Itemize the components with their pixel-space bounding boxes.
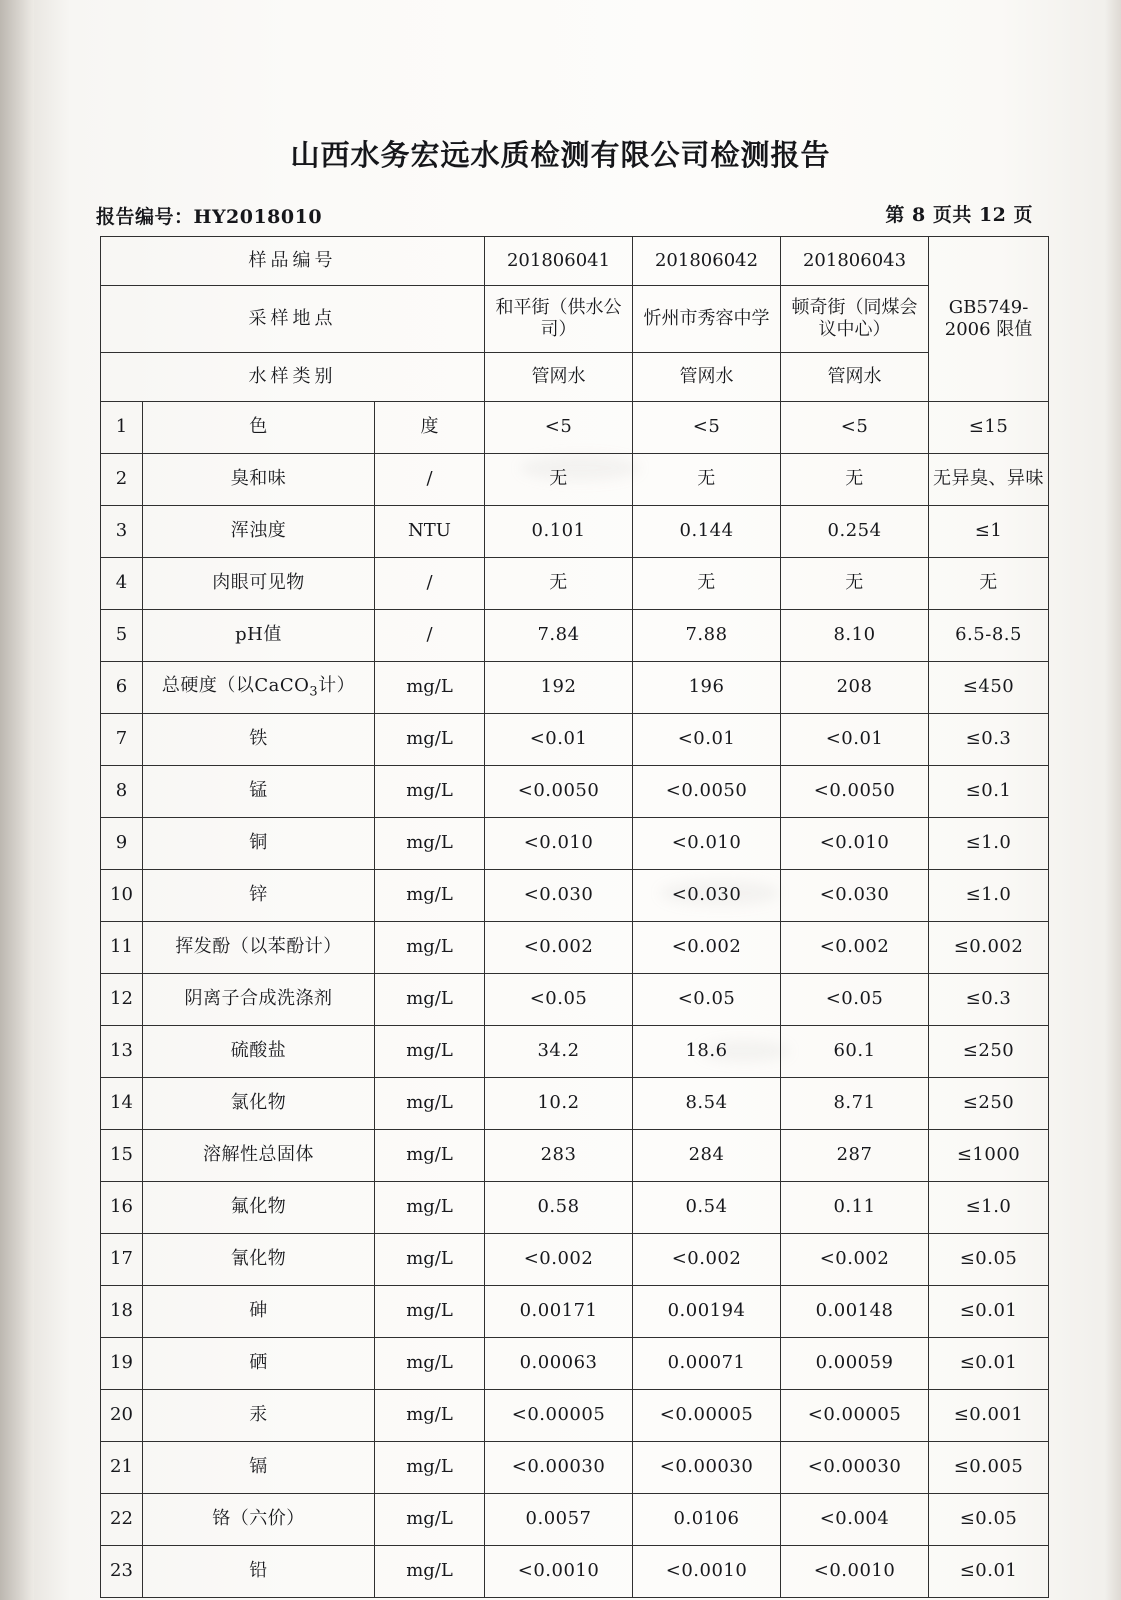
row-unit: mg/L xyxy=(375,1286,485,1338)
table-row xyxy=(101,1338,1049,1390)
row-index: 2 xyxy=(101,454,143,506)
row-unit: mg/L xyxy=(375,1494,485,1546)
water-type-1: 管网水 xyxy=(485,353,633,402)
water-quality-table xyxy=(100,236,1049,1598)
row-standard-limit: ≤250 xyxy=(929,1078,1049,1130)
header-label-sampling-location: 采样地点 xyxy=(101,286,485,353)
row-unit: mg/L xyxy=(375,870,485,922)
header-row-water-type xyxy=(101,353,1049,402)
row-value-sample-2: 0.54 xyxy=(633,1182,781,1234)
header-row-sample-number xyxy=(101,237,1049,286)
row-index: 20 xyxy=(101,1390,143,1442)
row-value-sample-2: 0.00194 xyxy=(633,1286,781,1338)
row-value-sample-1: 10.2 xyxy=(485,1078,633,1130)
table-row xyxy=(101,402,1049,454)
row-index: 1 xyxy=(101,402,143,454)
table-row xyxy=(101,714,1049,766)
table-row xyxy=(101,766,1049,818)
row-value-sample-1: 0.58 xyxy=(485,1182,633,1234)
row-value-sample-2: 0.00071 xyxy=(633,1338,781,1390)
row-value-sample-3: <0.0010 xyxy=(781,1546,929,1598)
table-row xyxy=(101,922,1049,974)
row-value-sample-3: <0.004 xyxy=(781,1494,929,1546)
row-index: 4 xyxy=(101,558,143,610)
row-item-name: 铜 xyxy=(143,818,375,870)
table-row xyxy=(101,974,1049,1026)
row-value-sample-2: <0.00005 xyxy=(633,1390,781,1442)
row-item-name: 臭和味 xyxy=(143,454,375,506)
row-index: 11 xyxy=(101,922,143,974)
row-standard-limit: ≤0.002 xyxy=(929,922,1049,974)
row-value-sample-2: 无 xyxy=(633,454,781,506)
row-value-sample-1: <0.00030 xyxy=(485,1442,633,1494)
row-value-sample-1: <0.002 xyxy=(485,1234,633,1286)
row-unit: mg/L xyxy=(375,922,485,974)
row-standard-limit: 无 xyxy=(929,558,1049,610)
row-value-sample-1: 无 xyxy=(485,454,633,506)
row-standard-limit: ≤1.0 xyxy=(929,870,1049,922)
row-value-sample-1: <0.01 xyxy=(485,714,633,766)
row-value-sample-3: <0.010 xyxy=(781,818,929,870)
table-row xyxy=(101,1390,1049,1442)
row-standard-limit: ≤1 xyxy=(929,506,1049,558)
row-standard-limit: 无异臭、异味 xyxy=(929,454,1049,506)
row-value-sample-2: <5 xyxy=(633,402,781,454)
row-value-sample-1: <0.010 xyxy=(485,818,633,870)
row-value-sample-1: 192 xyxy=(485,662,633,714)
table-row xyxy=(101,610,1049,662)
row-value-sample-3: 0.00148 xyxy=(781,1286,929,1338)
row-unit: / xyxy=(375,610,485,662)
row-unit: mg/L xyxy=(375,818,485,870)
page-indicator: 第 8 页共 12 页 xyxy=(885,204,1033,226)
table-row xyxy=(101,818,1049,870)
row-standard-limit: ≤0.05 xyxy=(929,1494,1049,1546)
row-value-sample-3: 0.11 xyxy=(781,1182,929,1234)
row-item-name: 氰化物 xyxy=(143,1234,375,1286)
row-item-name: 铅 xyxy=(143,1546,375,1598)
row-index: 7 xyxy=(101,714,143,766)
row-value-sample-3: 287 xyxy=(781,1130,929,1182)
sampling-location-1: 和平街（供水公司） xyxy=(485,286,633,353)
row-value-sample-1: <5 xyxy=(485,402,633,454)
row-standard-limit: ≤0.05 xyxy=(929,1234,1049,1286)
row-standard-limit: ≤0.3 xyxy=(929,974,1049,1026)
row-value-sample-1: 0.00063 xyxy=(485,1338,633,1390)
row-value-sample-2: <0.05 xyxy=(633,974,781,1026)
row-value-sample-2: 0.144 xyxy=(633,506,781,558)
row-value-sample-3: <0.01 xyxy=(781,714,929,766)
table-row xyxy=(101,454,1049,506)
row-unit: mg/L xyxy=(375,1390,485,1442)
row-standard-limit: ≤0.3 xyxy=(929,714,1049,766)
row-value-sample-1: <0.030 xyxy=(485,870,633,922)
row-value-sample-3: <0.002 xyxy=(781,1234,929,1286)
row-item-name: 挥发酚（以苯酚计） xyxy=(143,922,375,974)
row-index: 3 xyxy=(101,506,143,558)
row-value-sample-1: 0.0057 xyxy=(485,1494,633,1546)
row-unit: mg/L xyxy=(375,1546,485,1598)
table-row xyxy=(101,1546,1049,1598)
row-index: 23 xyxy=(101,1546,143,1598)
page-title: 山西水务宏远水质检测有限公司检测报告 xyxy=(290,138,831,172)
row-value-sample-2: <0.010 xyxy=(633,818,781,870)
row-unit: mg/L xyxy=(375,1338,485,1390)
row-standard-limit: ≤250 xyxy=(929,1026,1049,1078)
report-number: 报告编号：HY2018010 xyxy=(96,206,323,228)
row-standard-limit: ≤1000 xyxy=(929,1130,1049,1182)
row-value-sample-3: <5 xyxy=(781,402,929,454)
row-item-name: 氟化物 xyxy=(143,1182,375,1234)
row-value-sample-2: <0.030 xyxy=(633,870,781,922)
row-item-name: pH值 xyxy=(143,610,375,662)
row-value-sample-1: 0.00171 xyxy=(485,1286,633,1338)
row-unit: mg/L xyxy=(375,1442,485,1494)
row-value-sample-2: 0.0106 xyxy=(633,1494,781,1546)
table-row xyxy=(101,558,1049,610)
row-value-sample-3: 无 xyxy=(781,558,929,610)
row-item-name: 阴离子合成洗涤剂 xyxy=(143,974,375,1026)
row-item-name: 锰 xyxy=(143,766,375,818)
row-standard-limit: ≤450 xyxy=(929,662,1049,714)
row-value-sample-1: <0.002 xyxy=(485,922,633,974)
row-item-name: 硫酸盐 xyxy=(143,1026,375,1078)
row-item-name: 铬（六价） xyxy=(143,1494,375,1546)
row-unit: mg/L xyxy=(375,714,485,766)
row-value-sample-3: 208 xyxy=(781,662,929,714)
row-unit: mg/L xyxy=(375,1182,485,1234)
row-value-sample-3: <0.05 xyxy=(781,974,929,1026)
row-value-sample-1: 34.2 xyxy=(485,1026,633,1078)
row-item-name: 砷 xyxy=(143,1286,375,1338)
row-value-sample-1: <0.0050 xyxy=(485,766,633,818)
row-value-sample-1: <0.00005 xyxy=(485,1390,633,1442)
row-value-sample-2: <0.01 xyxy=(633,714,781,766)
row-value-sample-3: 0.00059 xyxy=(781,1338,929,1390)
table-row xyxy=(101,1442,1049,1494)
row-item-name: 总硬度（以CaCO$_3$计） xyxy=(143,662,375,714)
row-standard-limit: 6.5-8.5 xyxy=(929,610,1049,662)
row-index: 14 xyxy=(101,1078,143,1130)
row-item-name: 镉 xyxy=(143,1442,375,1494)
table-row xyxy=(101,1286,1049,1338)
row-value-sample-2: 8.54 xyxy=(633,1078,781,1130)
row-standard-limit: ≤0.01 xyxy=(929,1546,1049,1598)
row-index: 6 xyxy=(101,662,143,714)
row-value-sample-3: 8.10 xyxy=(781,610,929,662)
sampling-location-2: 忻州市秀容中学 xyxy=(633,286,781,353)
row-item-name: 溶解性总固体 xyxy=(143,1130,375,1182)
row-unit: mg/L xyxy=(375,662,485,714)
table-row xyxy=(101,506,1049,558)
header-label-water-type: 水样类别 xyxy=(101,353,485,402)
row-value-sample-2: <0.002 xyxy=(633,1234,781,1286)
table-row xyxy=(101,870,1049,922)
row-item-name: 浑浊度 xyxy=(143,506,375,558)
sample-number-3: 201806043 xyxy=(781,237,929,286)
row-unit: / xyxy=(375,454,485,506)
row-value-sample-1: 7.84 xyxy=(485,610,633,662)
row-index: 19 xyxy=(101,1338,143,1390)
header-row-sampling-location xyxy=(101,286,1049,353)
water-type-3: 管网水 xyxy=(781,353,929,402)
row-index: 22 xyxy=(101,1494,143,1546)
row-unit: mg/L xyxy=(375,1234,485,1286)
row-standard-limit: ≤0.01 xyxy=(929,1286,1049,1338)
row-unit: mg/L xyxy=(375,1078,485,1130)
row-standard-limit: ≤0.1 xyxy=(929,766,1049,818)
row-value-sample-1: <0.0010 xyxy=(485,1546,633,1598)
row-item-name: 色 xyxy=(143,402,375,454)
row-value-sample-3: <0.0050 xyxy=(781,766,929,818)
row-value-sample-2: <0.00030 xyxy=(633,1442,781,1494)
row-unit: mg/L xyxy=(375,1130,485,1182)
row-standard-limit: ≤15 xyxy=(929,402,1049,454)
sample-number-1: 201806041 xyxy=(485,237,633,286)
row-value-sample-3: 8.71 xyxy=(781,1078,929,1130)
row-value-sample-2: <0.0050 xyxy=(633,766,781,818)
row-item-name: 铁 xyxy=(143,714,375,766)
row-unit: NTU xyxy=(375,506,485,558)
header-label-sample-number: 样品编号 xyxy=(101,237,485,286)
table-row xyxy=(101,1130,1049,1182)
table-row xyxy=(101,1494,1049,1546)
row-index: 8 xyxy=(101,766,143,818)
sampling-location-3: 顿奇街（同煤会议中心） xyxy=(781,286,929,353)
row-value-sample-1: 283 xyxy=(485,1130,633,1182)
row-standard-limit: ≤0.005 xyxy=(929,1442,1049,1494)
row-index: 16 xyxy=(101,1182,143,1234)
table-row xyxy=(101,1026,1049,1078)
row-value-sample-3: <0.002 xyxy=(781,922,929,974)
row-value-sample-3: 0.254 xyxy=(781,506,929,558)
row-item-name: 锌 xyxy=(143,870,375,922)
table-row xyxy=(101,1078,1049,1130)
row-unit: 度 xyxy=(375,402,485,454)
row-value-sample-3: <0.00005 xyxy=(781,1390,929,1442)
row-value-sample-2: 无 xyxy=(633,558,781,610)
row-value-sample-2: 196 xyxy=(633,662,781,714)
water-type-2: 管网水 xyxy=(633,353,781,402)
row-value-sample-2: 284 xyxy=(633,1130,781,1182)
row-value-sample-2: 18.6 xyxy=(633,1026,781,1078)
row-index: 9 xyxy=(101,818,143,870)
row-index: 12 xyxy=(101,974,143,1026)
row-value-sample-1: 无 xyxy=(485,558,633,610)
row-standard-limit: ≤0.01 xyxy=(929,1338,1049,1390)
row-value-sample-3: <0.030 xyxy=(781,870,929,922)
row-value-sample-2: <0.002 xyxy=(633,922,781,974)
row-unit: mg/L xyxy=(375,974,485,1026)
row-value-sample-2: 7.88 xyxy=(633,610,781,662)
row-index: 10 xyxy=(101,870,143,922)
row-value-sample-1: <0.05 xyxy=(485,974,633,1026)
row-value-sample-3: 无 xyxy=(781,454,929,506)
row-index: 5 xyxy=(101,610,143,662)
row-index: 17 xyxy=(101,1234,143,1286)
row-unit: mg/L xyxy=(375,1026,485,1078)
row-item-name: 硒 xyxy=(143,1338,375,1390)
row-item-name: 汞 xyxy=(143,1390,375,1442)
row-index: 21 xyxy=(101,1442,143,1494)
row-item-name: 肉眼可见物 xyxy=(143,558,375,610)
row-value-sample-1: 0.101 xyxy=(485,506,633,558)
sample-number-2: 201806042 xyxy=(633,237,781,286)
row-value-sample-2: <0.0010 xyxy=(633,1546,781,1598)
row-value-sample-3: <0.00030 xyxy=(781,1442,929,1494)
row-item-name: 氯化物 xyxy=(143,1078,375,1130)
row-standard-limit: ≤0.001 xyxy=(929,1390,1049,1442)
standard-limit-header: GB5749-2006 限值 xyxy=(929,237,1049,402)
table-row xyxy=(101,662,1049,714)
row-index: 15 xyxy=(101,1130,143,1182)
row-value-sample-3: 60.1 xyxy=(781,1026,929,1078)
row-standard-limit: ≤1.0 xyxy=(929,1182,1049,1234)
row-standard-limit: ≤1.0 xyxy=(929,818,1049,870)
table-row xyxy=(101,1234,1049,1286)
row-index: 13 xyxy=(101,1026,143,1078)
row-unit: mg/L xyxy=(375,766,485,818)
table-row xyxy=(101,1182,1049,1234)
row-unit: / xyxy=(375,558,485,610)
row-index: 18 xyxy=(101,1286,143,1338)
